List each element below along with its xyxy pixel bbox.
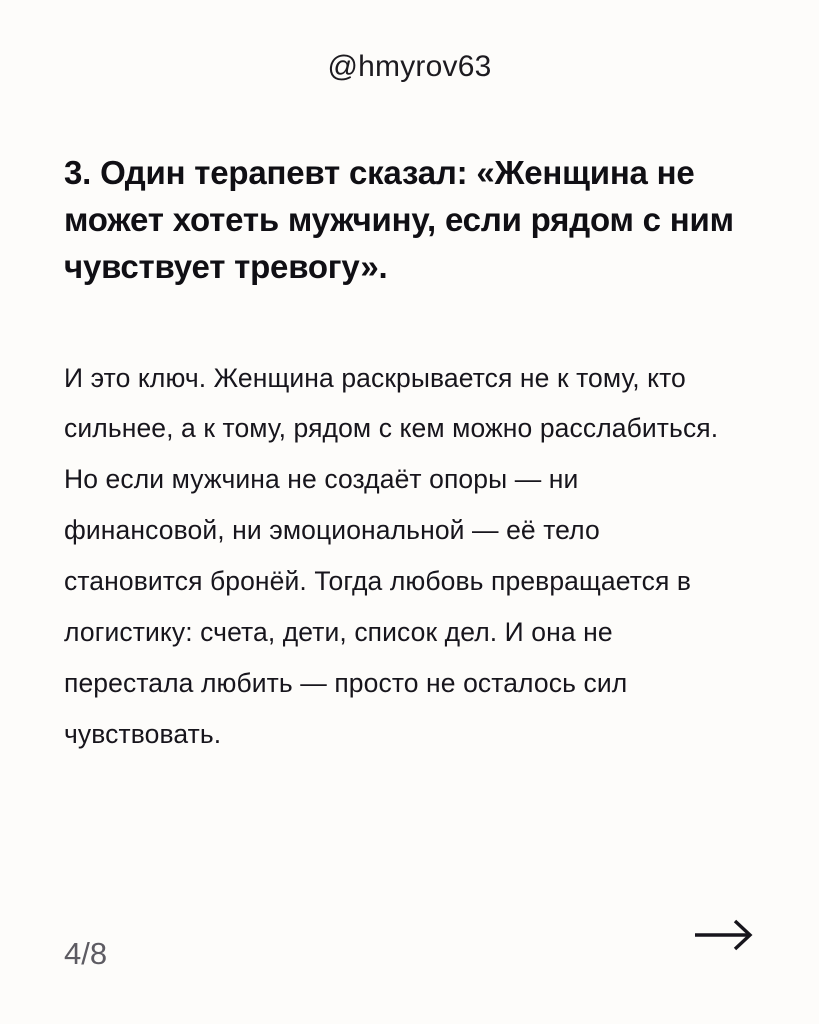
slide-content: [64, 150, 759, 760]
body-paragraph: И это ключ. Женщина раскрывается не к тому, кто сильнее, а к тому, рядом с кем можно расслабиться. Но если мужчина не создаёт опоры — ни финансовой, ни эмоциональной — её тело становится бронёй. Тогда любовь превращается в логистику: счета, дети, список дел. И она не перестала любить — просто не осталось сил чувствовать.: [64, 362, 719, 749]
headline-text: 3. Один терапевт сказал: «Женщина не может хотеть мужчину, если рядом с ним чувствует тревогу».: [64, 154, 734, 285]
author-handle: @hmyrov63: [327, 50, 492, 83]
page-indicator: 4/8: [64, 936, 108, 971]
arrow-right-icon[interactable]: [693, 918, 757, 952]
